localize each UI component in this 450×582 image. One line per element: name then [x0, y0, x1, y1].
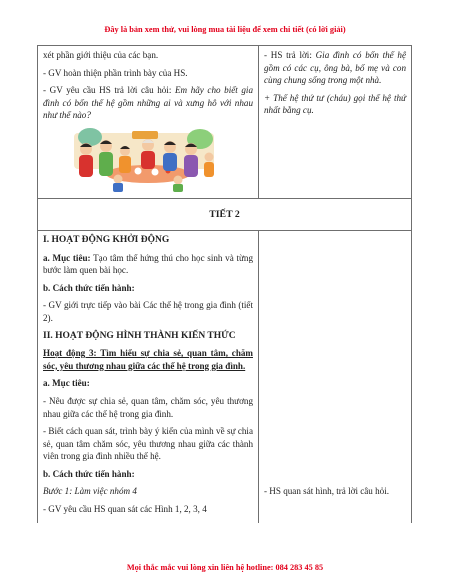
paragraph: xét phần giới thiệu của các bạn.	[43, 50, 159, 60]
step-title: Bước 1: Làm việc nhóm 4	[43, 486, 137, 497]
paragraph: - GV hoàn thiện phần trình bày của HS.	[43, 67, 188, 78]
lesson-plan-table	[37, 45, 412, 523]
teacher-activity-cell	[38, 46, 259, 199]
table-row	[38, 46, 412, 199]
student-activity-cell	[259, 230, 412, 522]
paragraph	[43, 252, 253, 277]
label-text: b. Cách thức tiến hành:	[43, 282, 135, 293]
paragraph: - Biết cách quan sát, trình bày ý kiến của mình về sự chia sẻ, quan tâm chăm sóc, yêu thương nhau giữa các thành viên trong gia đình nhiều thế hệ.	[43, 426, 253, 462]
section-heading-cell: TIẾT 2	[38, 198, 412, 230]
text-span: - GV yêu cầu HS trả lời câu hỏi:	[43, 85, 172, 96]
label-text: b. Cách thức tiến hành:	[43, 468, 135, 479]
text-span: Tạo tâm thế hứng thú cho học sinh và từng bước làm quen bài học.	[43, 252, 253, 276]
paragraph	[264, 49, 406, 87]
paragraph	[43, 84, 253, 122]
activity-title: Hoạt động 3: Tìm hiểu sự chia sẻ, quan tâm, chăm sóc, yêu thương nhau giữa các thế hệ trong gia đình.	[43, 348, 253, 371]
teacher-activity-cell	[38, 230, 259, 522]
paragraph: + Thế hệ thứ tư (cháu) gọi thế hệ thứ nhất bằng cụ.	[264, 92, 406, 116]
paragraph: - HS quan sát hình, trả lời câu hỏi.	[264, 486, 390, 497]
section-title: I. HOẠT ĐỘNG KHỞI ĐỘNG	[43, 234, 170, 245]
hotline-footer-banner: Mọi thắc mắc vui lòng xin liên hệ hotline: 084 283 45 85	[126, 563, 324, 572]
family-gathering-illustration	[70, 127, 218, 193]
preview-warning-banner: Đây là bản xem thử, vui lòng mua tài liệu để xem chi tiết (có lời giải)	[104, 25, 346, 34]
table-row	[38, 230, 412, 522]
section-title: II. HOẠT ĐỘNG HÌNH THÀNH KIẾN THỨC	[43, 330, 236, 341]
paragraph: - GV giới trực tiếp vào bài Các thế hệ trong gia đình (tiết 2).	[43, 300, 253, 323]
question-text: Em hãy cho biết gia đình có bốn thế hệ gồm những ai và xưng hô với nhau như thế nào?	[43, 85, 254, 121]
paragraph: - GV yêu cầu HS quan sát các Hình 1, 2, 3, 4	[43, 504, 207, 515]
text-span: - HS trả lời:	[264, 50, 312, 60]
label-text: a. Mục tiêu:	[43, 378, 90, 389]
paragraph: - Nêu được sự chia sẻ, quan tâm, chăm sóc, yêu thương nhau giữa các thế hệ trong gia đình.	[43, 395, 253, 419]
label-text: a. Mục tiêu:	[43, 252, 91, 263]
answer-text: Gia đình có bốn thế hệ gồm có các cụ, ông bà, bố mẹ và con cùng chung sống trong một nhà.	[264, 50, 407, 86]
student-activity-cell	[259, 46, 412, 199]
table-row	[38, 198, 412, 230]
